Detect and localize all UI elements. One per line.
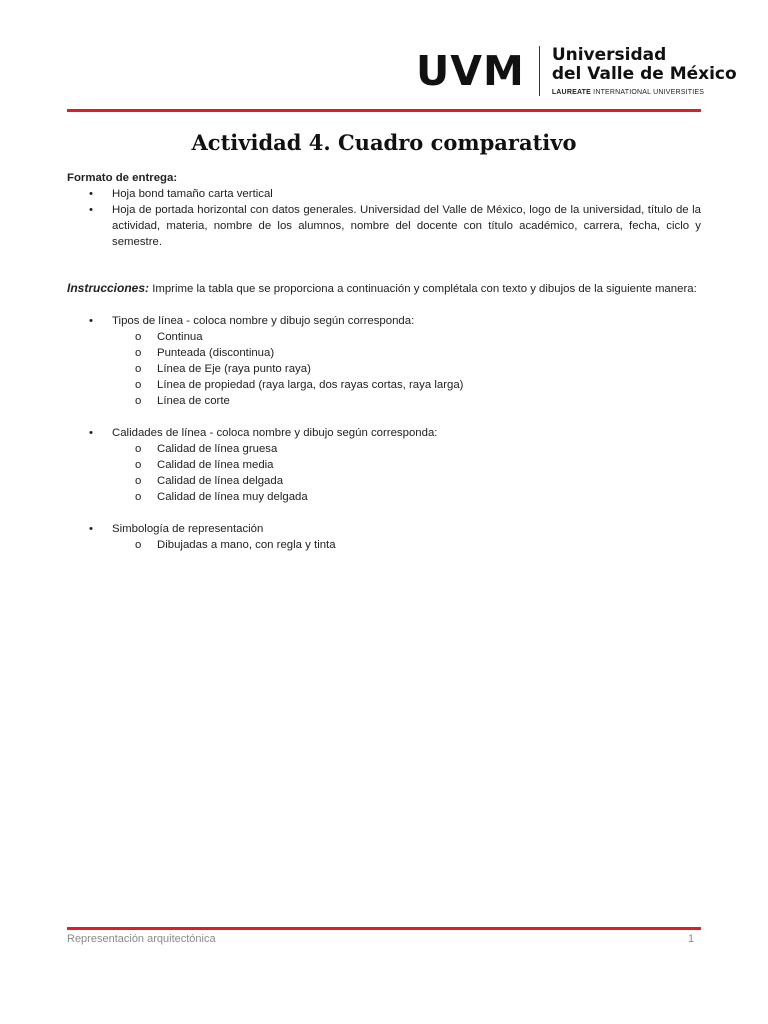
instructions-label: Instrucciones: [67,281,150,295]
list-item: o Calidad de línea gruesa [67,441,701,457]
list-item: o Línea de Eje (raya punto raya) [67,361,701,377]
format-label: Formato de entrega: [67,172,178,184]
line-types-list [67,329,701,409]
section-line-types [67,313,701,329]
list-item: o Dibujadas a mano, con regla y tinta [67,537,701,553]
line-qualities-list [67,441,701,505]
logo-divider [539,46,540,96]
format-item: • Hoja bond tamaño carta vertical [67,186,701,202]
logo-laureate-line [552,89,737,96]
section-title: • Calidades de línea - coloca nombre y dibujo según corresponda: [67,425,701,441]
section-symbology [67,521,701,537]
list-item: o Continua [67,329,701,345]
document-body [67,170,701,553]
list-item: o Calidad de línea media [67,457,701,473]
uvm-logo [416,46,737,96]
list-item: o Línea de propiedad (raya larga, dos rayas cortas, raya larga) [67,377,701,393]
logo-laureate-bold: LAUREATE [551,89,592,96]
list-item: o Línea de corte [67,393,701,409]
header-red-rule [67,109,701,112]
footer-red-rule [67,927,701,930]
instructions-text: Imprime la tabla que se proporciona a continuación y complétala con texto y dibujos de la siguiente manera: [149,283,697,295]
section-title: • Tipos de línea - coloca nombre y dibujo según corresponda: [67,313,701,329]
footer-page-number: 1 [688,933,695,945]
list-item: o Punteada (discontinua) [67,345,701,361]
page-title: Actividad 4. Cuadro comparativo [191,130,577,155]
list-item: o Calidad de línea delgada [67,473,701,489]
format-item: • Hoja de portada horizontal con datos generales. Universidad del Valle de México, logo de la universidad, título de la actividad, materia, nombre de los alumnos, nombre del docente con título académico, carrera, fecha, ciclo y semestre. [67,202,701,250]
logo-mark: UVM [416,46,525,95]
section-title: • Simbología de representación [67,521,701,537]
logo-university-line2: del Valle de México [551,64,737,84]
format-list [67,186,701,250]
instructions-paragraph [67,280,701,297]
list-item: o Calidad de línea muy delgada [67,489,701,505]
logo-university-line1: Universidad [551,45,667,65]
logo-text [552,46,737,96]
page-header [0,0,768,112]
section-line-qualities [67,425,701,441]
logo-laureate-rest: INTERNATIONAL UNIVERSITIES [591,89,705,96]
symbology-list [67,537,701,553]
footer-course-name: Representación arquitectónica [67,933,216,945]
